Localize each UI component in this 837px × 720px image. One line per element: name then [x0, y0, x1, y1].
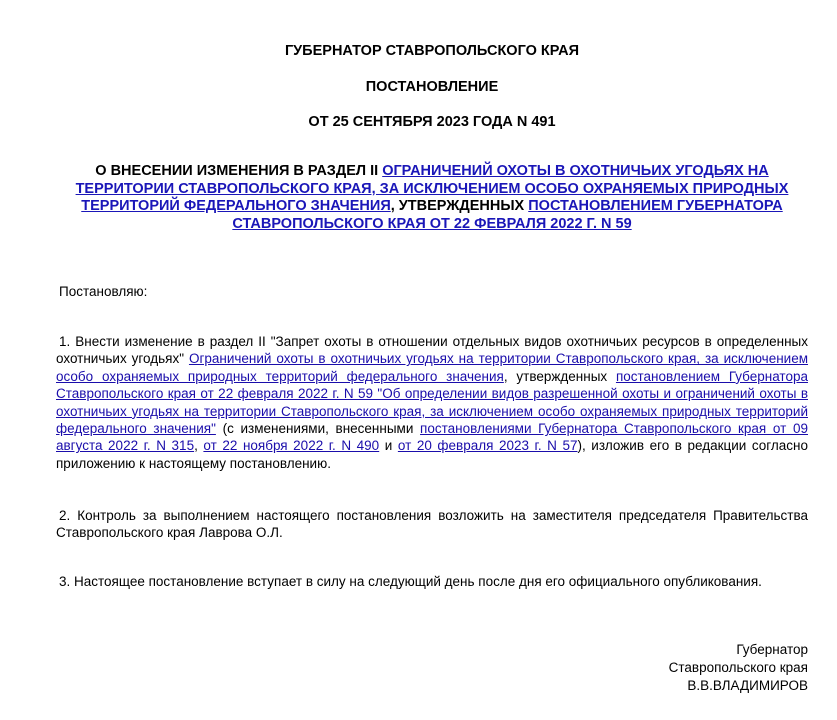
- title-link-restrictions[interactable]: ОГРАНИЧЕНИЙ ОХОТЫ В ОХОТНИЧЬИХ УГОДЬЯХ НА ТЕРРИТОРИИ СТАВРОПОЛЬСКОГО КРАЯ, ЗА ИСКЛЮЧЕНИЕМ ОСОБО ОХРАНЯЕМЫХ ПРИРОДНЫХ ТЕРРИТОРИЙ ФЕДЕРАЛЬНОГО ЗНАЧЕНИЯ: [75, 163, 789, 214]
- title-link-decree[interactable]: ПОСТАНОВЛЕНИЕМ ГУБЕРНАТОРА СТАВРОПОЛЬСКОГО КРАЯ ОТ 22 ФЕВРАЛЯ 2022 Г. N 59: [232, 198, 783, 232]
- item-1-link-decree-490[interactable]: от 22 ноября 2022 г. N 490: [203, 438, 380, 454]
- item-3: 3. Настоящее постановление вступает в силу на следующий день после дня его официального опубликования.: [59, 574, 762, 589]
- item-1-link-decree-59[interactable]: постановлением Губернатора Ставропольского края от 22 февраля 2022 г. N 59 "Об определении видов разрешенной охоты и ограничений охоты в охотничьих угодьях на территории Ставропольского края, за исключением особо охраняемых природных территорий федерального значения": [56, 368, 808, 437]
- item-1-text-1: 1. Внести изменение в раздел II "Запрет охоты в отношении отдельных видов охотничьих ресурсов в определенных охотничьих угодьях": [56, 334, 808, 367]
- title-text-2: , УТВЕРЖДЕННЫХ: [390, 198, 529, 214]
- signature-block: [669, 641, 808, 695]
- item-1-text-4: ,: [194, 438, 204, 454]
- signature-region: Ставропольского края: [668, 660, 808, 675]
- item-1-text-5: и: [379, 438, 398, 454]
- document-date-number: ОТ 25 СЕНТЯБРЯ 2023 ГОДА N 491: [308, 114, 556, 130]
- item-1-text-2: , утвержденных: [503, 368, 616, 384]
- document-title: [56, 163, 808, 233]
- item-1-text-3: (с изменениями, внесенными: [215, 421, 421, 437]
- document-type: ПОСТАНОВЛЕНИЕ: [365, 79, 499, 95]
- item-1-link-restrictions[interactable]: Ограничений охоты в охотничьих угодьях на территории Ставропольского края, за исключением особо охраняемых природных территорий федерального значения: [56, 351, 809, 384]
- item-1-link-decree-315[interactable]: постановлениями Губернатора Ставропольского края от 09 августа 2022 г. N 315: [56, 421, 808, 454]
- item-2: 2. Контроль за выполнением настоящего постановления возложить на заместителя председателя Правительства Ставропольского края Лаврова О.Л.: [56, 508, 808, 541]
- item-1-text-6: ), изложив его в редакции согласно приложению к настоящему постановлению.: [56, 438, 809, 471]
- item-1: [56, 333, 808, 472]
- signature-title: Губернатор: [736, 642, 808, 657]
- issuing-authority: ГУБЕРНАТОР СТАВРОПОЛЬСКОГО КРАЯ: [284, 43, 580, 59]
- preamble: Постановляю:: [59, 284, 148, 299]
- title-text-1: О ВНЕСЕНИИ ИЗМЕНЕНИЯ В РАЗДЕЛ II: [95, 163, 383, 179]
- item-1-link-decree-57[interactable]: от 20 февраля 2023 г. N 57: [397, 438, 578, 454]
- signature-name: В.В.ВЛАДИМИРОВ: [687, 678, 808, 693]
